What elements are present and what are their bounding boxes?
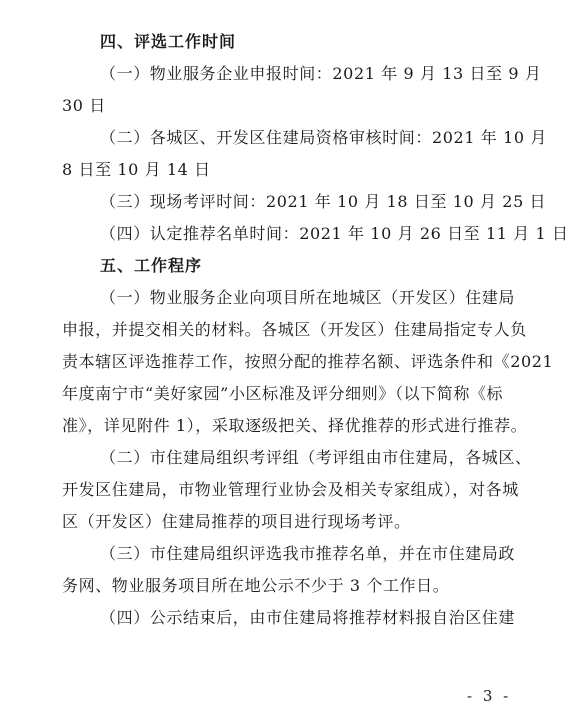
section-5-p2-line: （二）市住建局组织考评组（考评组由市住建局，各城区、: [100, 448, 532, 467]
section-4-item-3: （三）现场考评时间：2021 年 10 月 18 日至 10 月 25 日: [100, 192, 547, 211]
section-4-item-4: （四）认定推荐名单时间：2021 年 10 月 26 日至 11 月 1 日: [100, 224, 569, 243]
section-4-item-2-line-2: 8 日至 10 月 14 日: [62, 160, 211, 179]
section-4-item-1-line-2: 30 日: [62, 96, 106, 115]
section-5-p1-line: 准》，详见附件 1），采取逐级把关、择优推荐的形式进行推荐。: [62, 416, 528, 435]
page-number: - 3 -: [467, 687, 512, 705]
section-5-p1-line: 年度南宁市“美好家园”小区标准及评分细则》（以下简称《标: [62, 384, 504, 403]
section-5-p2-line: 区（开发区）住建局推荐的项目进行现场考评。: [62, 512, 411, 531]
section-4-item-1-line-1: （一）物业服务企业申报时间：2021 年 9 月 13 日至 9 月: [100, 64, 542, 83]
section-5-p1-line: （一）物业服务企业向项目所在地城区（开发区）住建局: [100, 288, 516, 307]
section-5-p1-line: 申报，并提交相关的材料。各城区（开发区）住建局指定专人负: [62, 320, 527, 339]
section-5-p2-line: 开发区住建局，市物业管理行业协会及相关专家组成），对各城: [62, 480, 519, 499]
section-5-p4-line: （四）公示结束后，由市住建局将推荐材料报自治区住建: [100, 608, 516, 627]
section-5-heading: 五、工作程序: [100, 256, 203, 275]
section-5-p1-line: 责本辖区评选推荐工作，按照分配的推荐名额、评选条件和《2021: [62, 352, 554, 371]
section-4-item-2-line-1: （二）各城区、开发区住建局资格审核时间：2021 年 10 月: [100, 128, 547, 147]
section-5-p3-line: （三）市住建局组织评选我市推荐名单，并在市住建局政: [100, 544, 516, 563]
section-4-heading: 四、评选工作时间: [100, 32, 237, 51]
section-5-p3-line: 务网、物业服务项目所在地公示不少于 3 个工作日。: [62, 576, 450, 595]
